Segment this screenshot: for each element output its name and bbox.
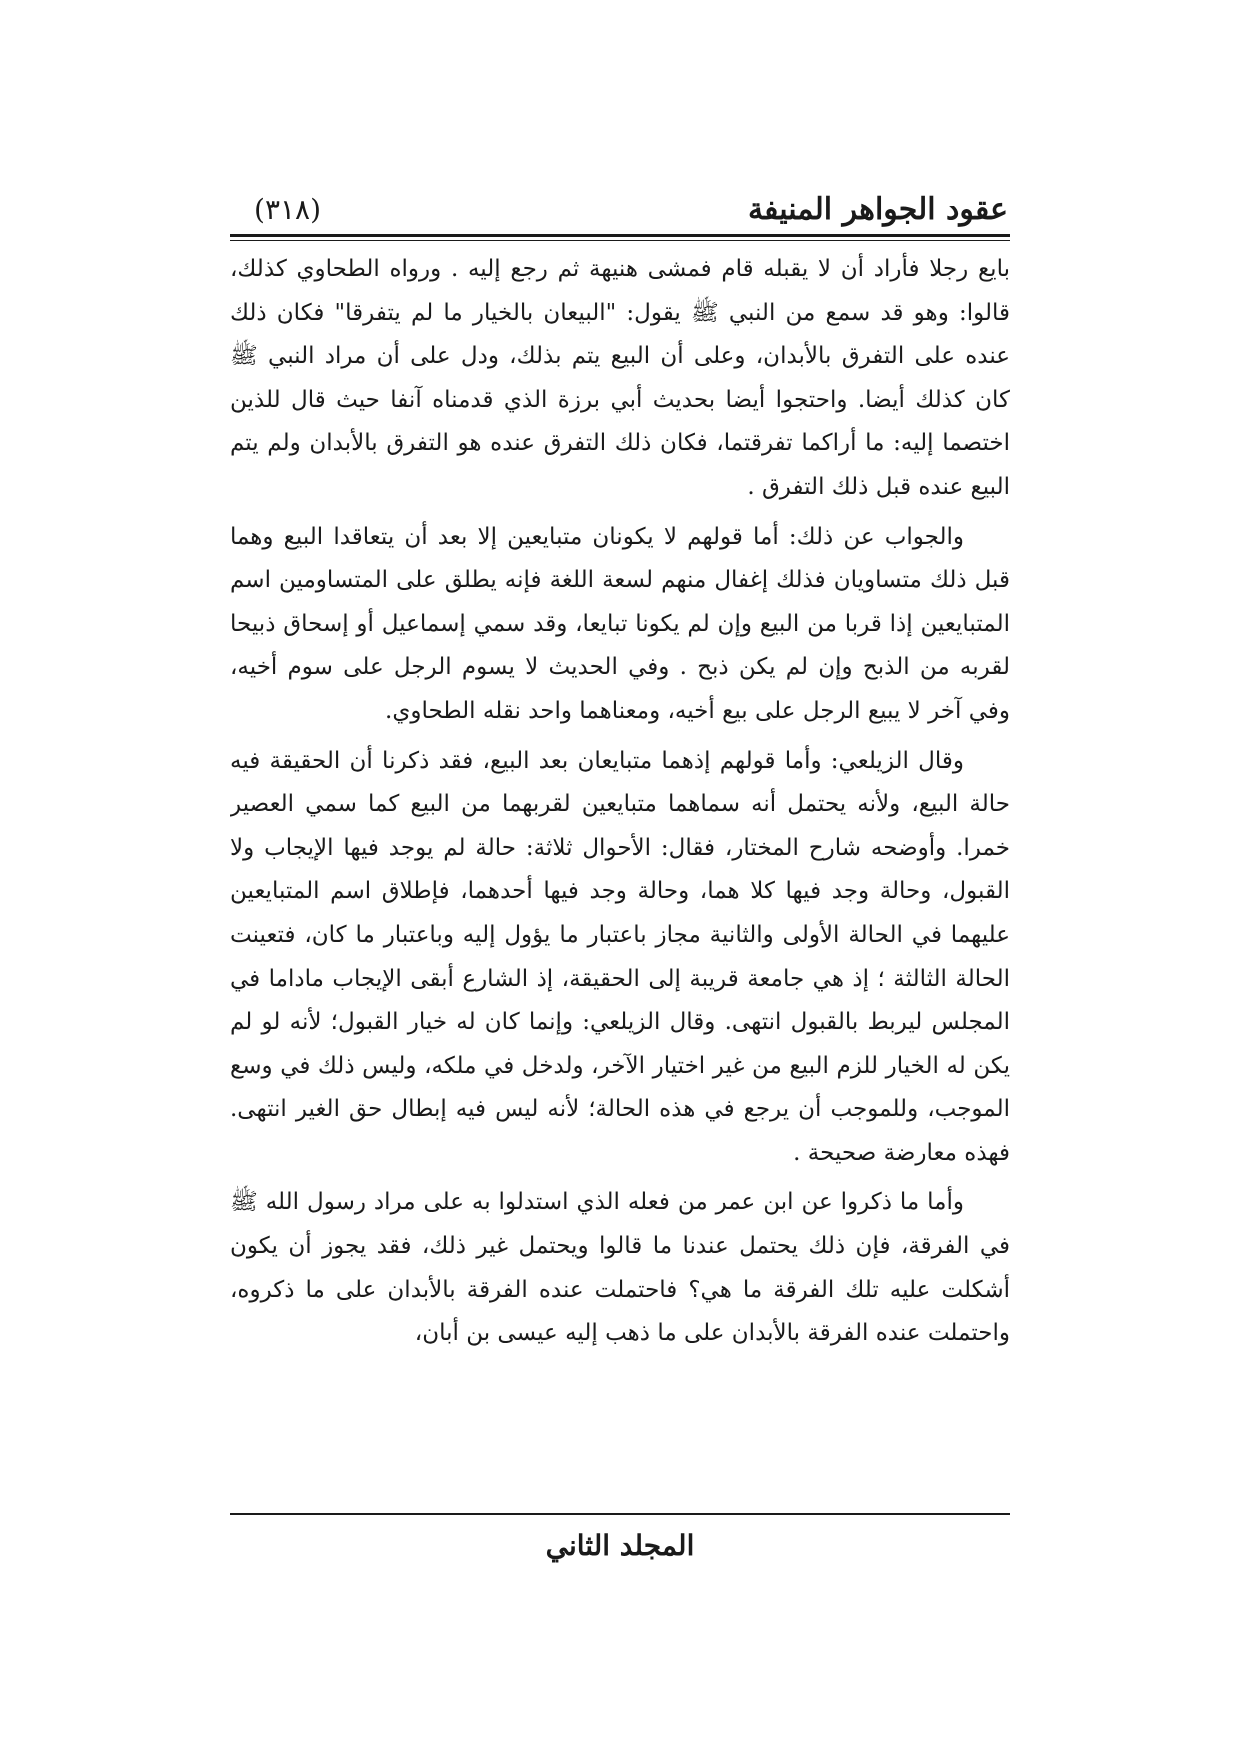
paragraph-continuation: بايع رجلا فأراد أن لا يقبله قام فمشى هنيهة ثم رجع إليه . ورواه الطحاوي كذلك، قالوا: وهو قد سمع من النبي ﷺ يقول: "البيعان بالخيار ما لم يتفرقا" فكان ذلك عنده على التفرق بالأبدان، وعلى أن البيع يتم بذلك، ودل على أن مراد النبي ﷺ كان كذلك أيضا. واحتجوا أيضا بحديث أبي برزة الذي قدمناه آنفا حيث قال للذين اختصما إليه: ما أراكما تفرقتما، فكان ذلك التفرق عنده هو التفرق بالأبدان ولم يتم البيع عنده قبل ذلك التفرق . bbox=[230, 256, 1010, 500]
volume-label: المجلد الثاني bbox=[545, 1529, 695, 1562]
page-header bbox=[230, 190, 1010, 230]
footer-rule bbox=[230, 1513, 1010, 1515]
page-body bbox=[230, 248, 1010, 1508]
header-rule-thin bbox=[230, 240, 1010, 241]
paragraph: وقال الزيلعي: وأما قولهم إذهما متبايعان بعد البيع، فقد ذكرنا أن الحقيقة فيه حالة البيع، ولأنه يحتمل أنه سماهما متبايعين لقربهما من البيع كما سمي العصير خمرا. وأوضحه شارح المختار، فقال: الأحوال ثلاثة: حالة لم يوجد فيها الإيجاب ولا القبول، وحالة وجد فيها كلا هما، وحالة وجد فيها أحدهما، فإطلاق اسم المتبايعين عليهما في الحالة الأولى والثانية مجاز باعتبار ما يؤول إليه وباعتبار ما كان، فتعينت الحالة الثالثة ؛ إذ هي جامعة قريبة إلى الحقيقة، إذ الشارع أبقى الإيجاب ماداما في المجلس ليربط بالقبول انتهى. وقال الزيلعي: وإنما كان له خيار القبول؛ لأنه لو لم يكن له الخيار للزم البيع من غير اختيار الآخر، ولدخل في ملكه، وليس ذلك في وسع الموجب، وللموجب أن يرجع في هذه الحالة؛ لأنه ليس فيه إبطال حق الغير انتهى. فهذه معارضة صحيحة . bbox=[230, 747, 1010, 1166]
paragraph: وأما ما ذكروا عن ابن عمر من فعله الذي استدلوا به على مراد رسول الله ﷺ في الفرقة، فإن ذلك يحتمل عندنا ما قالوا ويحتمل غير ذلك، فقد يجوز أن يكون أشكلت عليه تلك الفرقة ما هي؟ فاحتملت عنده الفرقة بالأبدان على ما ذكروه، واحتملت عنده الفرقة بالأبدان على ما ذهب إليه عيسى بن أبان، bbox=[230, 1189, 1010, 1347]
book-title: عقود الجواهر المنيفة bbox=[747, 192, 1008, 227]
header-rule-thick bbox=[230, 234, 1010, 237]
page-number: (٣١٨) bbox=[254, 193, 321, 226]
paragraph: والجواب عن ذلك: أما قولهم لا يكونان متبايعين إلا بعد أن يتعاقدا البيع وهما قبل ذلك متساويان فذلك إغفال منهم لسعة اللغة فإنه يطلق على المتساومين اسم المتبايعين إذا قربا من البيع وإن لم يكونا تبايعا، وقد سمي إسماعيل أو إسحاق ذبيحا لقربه من الذبح وإن لم يكن ذبح . وفي الحديث لا يسوم الرجل على سوم أخيه، وفي آخر لا يبيع الرجل على بيع أخيه، ومعناهما واحد نقله الطحاوي. bbox=[230, 523, 1010, 724]
